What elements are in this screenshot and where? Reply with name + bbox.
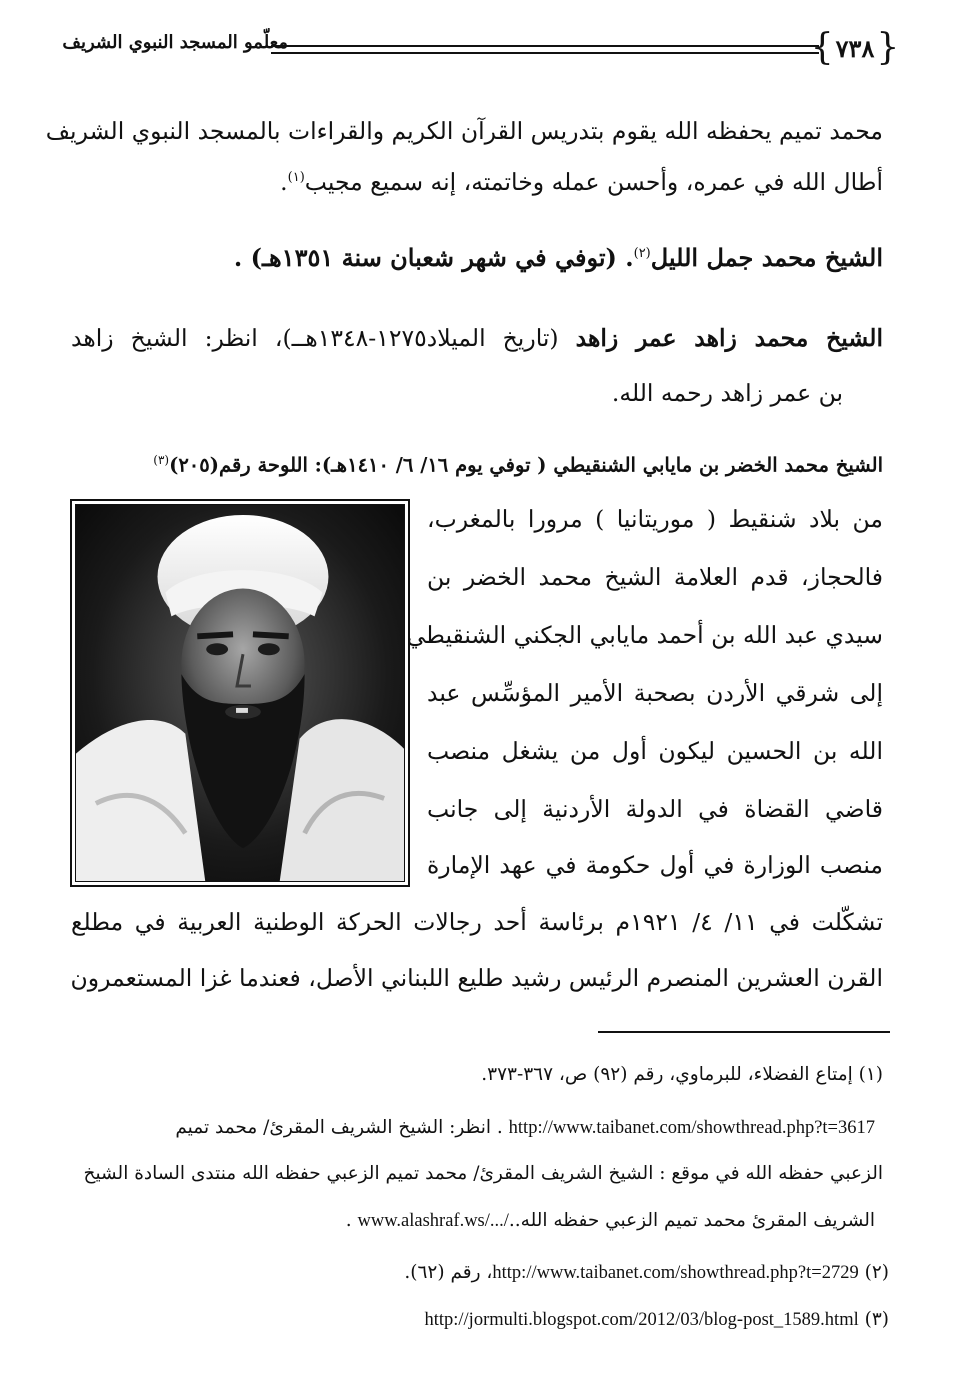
paragraph-line — [280, 168, 883, 196]
portrait-photo — [70, 499, 410, 887]
footnote — [424, 1309, 889, 1331]
text-run: . — [280, 168, 288, 196]
portrait-photo-icon — [76, 505, 404, 881]
entry-heading — [234, 243, 883, 272]
paragraph-line: محمد تميم يحفظه الله يقوم بتدريس القرآن الكريم والقراءات بالمسجد النبوي الشريف — [45, 117, 883, 145]
paragraph-line: قاضي القضاة في الدولة الأردنية إلى جانب — [427, 795, 883, 823]
paragraph-line: فالحجاز، قدم العلامة الشيخ محمد الخضر بن — [427, 563, 883, 591]
footnote-link[interactable]: www.alashraf.ws/.../ — [357, 1211, 509, 1231]
paragraph-line: بن عمر زاهد رحمه الله. — [611, 379, 843, 407]
footnote-text: . — [345, 1210, 358, 1231]
footnote: (١) إمتاع الفضلاء، للبرماوي، رقم (٩٢) ص، ٣٦٧-٣٧٣. — [481, 1064, 883, 1085]
entry-dates: (تاريخ الميلاد١٢٧٥-١٣٤٨هــ)، انظر: الشيخ زاهد — [71, 324, 576, 352]
page-number-text: { ٧٣٨ — [835, 33, 875, 63]
footnote-link[interactable]: http://www.taibanet.com/showthread.php?t=2729 — [492, 1263, 859, 1283]
paragraph-line: منصب الوزارة في أول حكومة في عهد الإمارة — [427, 851, 883, 879]
footnote — [175, 1117, 875, 1139]
footnote-ref: (٢) — [633, 246, 651, 261]
paragraph-line: تشكّلت في ١١/ ٤/ ١٩٢١م برئاسة أحد رجالات الحركة الوطنية العربية في مطلع — [71, 908, 883, 936]
footnote — [404, 1262, 889, 1284]
footnote-link[interactable]: http://www.taibanet.com/showthread.php?t=3617 — [508, 1118, 875, 1138]
footnote-ref: (٣) — [153, 453, 170, 467]
footnote-text: . انظر: الشيخ الشريف المقرئ/ محمد تميم — [175, 1117, 509, 1138]
text-run: أطال الله في عمره، وأحسن عمله وخاتمته، إنه سميع مجيب — [304, 168, 883, 196]
entry-heading — [153, 453, 883, 477]
entry-name: الشيخ محمد جمل الليل — [650, 243, 883, 272]
footnote-text: ، رقم (٦٢). — [404, 1262, 493, 1283]
running-title: معلّمو المسجد النبوي الشريف — [62, 32, 288, 53]
page-number — [821, 28, 889, 68]
entry-dates: . (توفي في شهر شعبان سنة ١٣٥١هـ) . — [233, 243, 634, 272]
header-rule — [271, 45, 819, 54]
entry-heading — [71, 324, 883, 352]
footnote-separator — [598, 1031, 890, 1033]
paragraph-line: الله بن الحسين ليكون أول من يشغل منصب — [427, 737, 883, 765]
entry-heading-text: الشيخ محمد الخضر بن مايابي الشنقيطي ( توفي يوم ١٦/ ٦/ ١٤١٠هـ): اللوحة رقم(٢٠٥) — [169, 453, 883, 477]
entry-name: الشيخ محمد زاهد عمر زاهد — [575, 324, 883, 352]
paragraph-line: سيدي عبد الله بن أحمد مايابي الجكني الشنقيطي — [406, 621, 883, 649]
footnote: الزعبي حفظه الله في موقع : الشيخ الشريف المقرئ/ محمد تميم الزعبي حفظه الله منتدى السادة الشيخ — [83, 1163, 883, 1184]
footnote — [346, 1210, 875, 1232]
footnote-text: الشريف المقرئ محمد تميم الزعبي حفظه الله.. — [508, 1210, 875, 1231]
footnote-ref: (١) — [287, 170, 305, 186]
footnote-link[interactable]: http://jormulti.blogspot.com/2012/03/blog-post_1589.html — [424, 1310, 859, 1330]
paragraph-line: إلى شرقي الأردن بصحبة الأمير المؤسِّس عبد — [427, 679, 883, 707]
photo-frame — [75, 504, 405, 882]
footnote-number: (٣) — [864, 1309, 889, 1330]
footnote-number: (٢) — [864, 1262, 889, 1283]
paragraph-line: القرن العشرين المنصرم الرئيس رشيد طليع اللبناني الأصل، فعندما غزا المستعمرون — [70, 964, 883, 992]
paragraph-line: من بلاد شنقيط ( موريتانيا ) مرورا بالمغرب، — [427, 505, 883, 533]
